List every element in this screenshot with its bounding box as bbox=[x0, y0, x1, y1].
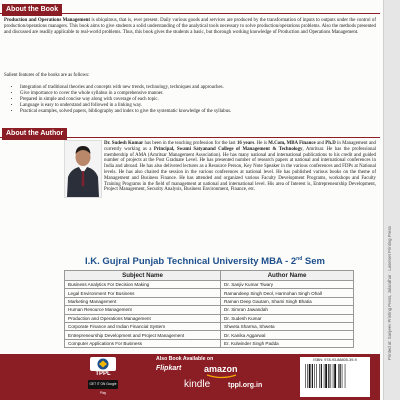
author-cell: Dr. Sanjiv Kumar Tiwary bbox=[221, 281, 354, 289]
table-row bbox=[65, 331, 354, 339]
book-description: is ubiquitous, that is, ever present. Daily various goods and services are produced by the transformation of inputs to outputs under the control of production/operations managers. This book aims to give students a solid understanding of the analytical tools necessary to solve production/operations problems. Also the methods presented and discussed are readily applicable to real-world problems. Thus, this book gives the students a basic, but thorough working knowledge of Production and Operations Management. bbox=[4, 18, 376, 35]
available-on-text: Also Book Available on bbox=[156, 356, 214, 362]
author-portrait-icon bbox=[65, 141, 101, 197]
book-title-lead: Production and Operations Management bbox=[4, 18, 91, 23]
publisher-logo bbox=[90, 357, 116, 371]
subject-cell: Entrepreneurship Development and Project Management bbox=[65, 331, 221, 339]
bio-position: Principal, Swami Satyanand College of Management & Technology bbox=[153, 146, 303, 152]
flipkart-logo: Flipkart bbox=[156, 365, 182, 372]
bio-degree: Ph.D bbox=[325, 141, 336, 146]
column-header-subject: Subject Name bbox=[65, 271, 221, 281]
author-bio-top bbox=[104, 141, 376, 193]
bio-text: . He is bbox=[254, 141, 269, 146]
column-header-author: Author Name bbox=[221, 271, 354, 281]
about-book-paragraph bbox=[4, 18, 376, 35]
table-row bbox=[65, 314, 354, 322]
amazon-logo: amazon bbox=[204, 364, 238, 374]
table-row bbox=[65, 322, 354, 330]
printer-info-strip bbox=[383, 0, 400, 400]
subject-cell: Marketing Management bbox=[65, 297, 221, 305]
table-row bbox=[65, 297, 354, 305]
table-row bbox=[65, 281, 354, 289]
barcode-block bbox=[300, 357, 370, 397]
table-header-row bbox=[65, 271, 354, 281]
table-title-end: Sem bbox=[302, 256, 325, 268]
publisher-logo-icon bbox=[90, 357, 116, 371]
about-book-heading: About the Book bbox=[2, 4, 62, 16]
subjects-table bbox=[64, 270, 354, 348]
salient-intro: Salient features of the books are as follows: bbox=[4, 73, 90, 78]
author-cell: Er. Kulwinder Singh Padda bbox=[221, 339, 354, 347]
table-row bbox=[65, 306, 354, 314]
author-cell: Ramandeep Singh Deol, Harmohan Singh Ohall bbox=[221, 289, 354, 297]
publisher-label: TPPL bbox=[95, 371, 111, 377]
author-cell: Dr. Sudesh Kumar bbox=[221, 314, 354, 322]
author-cell: Shweta Sharma, Shweta bbox=[221, 322, 354, 330]
barcode-icon bbox=[305, 364, 365, 391]
bio-degree: M.Com, MBA Finance bbox=[268, 141, 316, 146]
publisher-block bbox=[88, 357, 118, 395]
about-author-heading: About the Author bbox=[2, 128, 67, 140]
bio-text: has been in the teaching profession for the last bbox=[143, 141, 237, 146]
table-title-sup: nd bbox=[296, 256, 303, 262]
subject-cell: Human Resource Management bbox=[65, 306, 221, 314]
subject-cell: Production and Operations Management bbox=[65, 314, 221, 322]
table-title bbox=[60, 256, 350, 267]
bio-text: and bbox=[315, 141, 326, 146]
feature-item: • Give importance to cover the whole syllabus in a comprehensive manner. bbox=[20, 91, 231, 97]
website-text[interactable]: tppl.org.in bbox=[228, 382, 263, 389]
google-play-badge[interactable]: GET IT ON Google Play bbox=[89, 382, 117, 395]
subject-cell: Business Analytics For Decision Making bbox=[65, 281, 221, 289]
kindle-logo: kindle bbox=[184, 379, 211, 390]
amazon-smile-icon bbox=[206, 374, 238, 379]
isbn-text: ISBN: 978-93-88805-39-9 bbox=[313, 358, 357, 362]
bio-text: in Management and currently working as a bbox=[104, 141, 376, 152]
bio-text: , Amritsar. He has the professional membership of AMA (Amritsar Management Association). He has many national and international publications to his credit and guided number of projects at the Post Graduate Level. He has presented number of research papers at national and international conferences in India and abroad. He has also delivered lectures as a Resource Person, Key Note Speaker in the various conferences and FDPs at National levels. He has also chaired the session in the various conferences at national level. He has published various books on the theme of Management and Business Finance. He has attended and organized various Faculty Development Programs, workshops and Faculty Training Programs in the field of management at national and international level. His area of Interest is, Entrepreneurship Development, Project Management, Security Analysis, Business Environment, Finance, etc. bbox=[104, 146, 376, 193]
feature-item: • Integration of traditional theories and concepts with new trends, technology, techniques and approaches. bbox=[20, 85, 231, 91]
table-row bbox=[65, 289, 354, 297]
author-cell: Dr. Simran Jawandah bbox=[221, 306, 354, 314]
author-photo bbox=[64, 140, 102, 198]
author-name: Dr. Sudesh Kumar bbox=[104, 141, 144, 146]
printer-info-text: Printed at: Sanjeev Printing Press, Jalandhar · Laserset Printing Press bbox=[387, 226, 392, 360]
feature-item: • Prepared in simple and concise way along with coverage of each topic. bbox=[20, 97, 231, 103]
author-cell: Raman Deep Gautam, Shami Singh Bhatia bbox=[221, 297, 354, 305]
subject-cell: Corporate Finance and Indian Financial System bbox=[65, 322, 221, 330]
subject-cell: Computer Applications For Business bbox=[65, 339, 221, 347]
features-list bbox=[14, 85, 231, 115]
subject-cell: Legal Environment For Business bbox=[65, 289, 221, 297]
feature-item: • Practical examples, solved papers, bibliography and index to give the systematic knowledge of the syllabus. bbox=[20, 109, 231, 115]
bio-years: 16 years bbox=[236, 141, 255, 146]
table-title-main: I.K. Gujral Punjab Technical University MBA - 2 bbox=[85, 256, 297, 268]
author-cell: Dr. Kanika Aggarwal bbox=[221, 331, 354, 339]
table-row bbox=[65, 339, 354, 347]
feature-item: • Language is easy to understand and followed in a linking way. bbox=[20, 103, 231, 109]
